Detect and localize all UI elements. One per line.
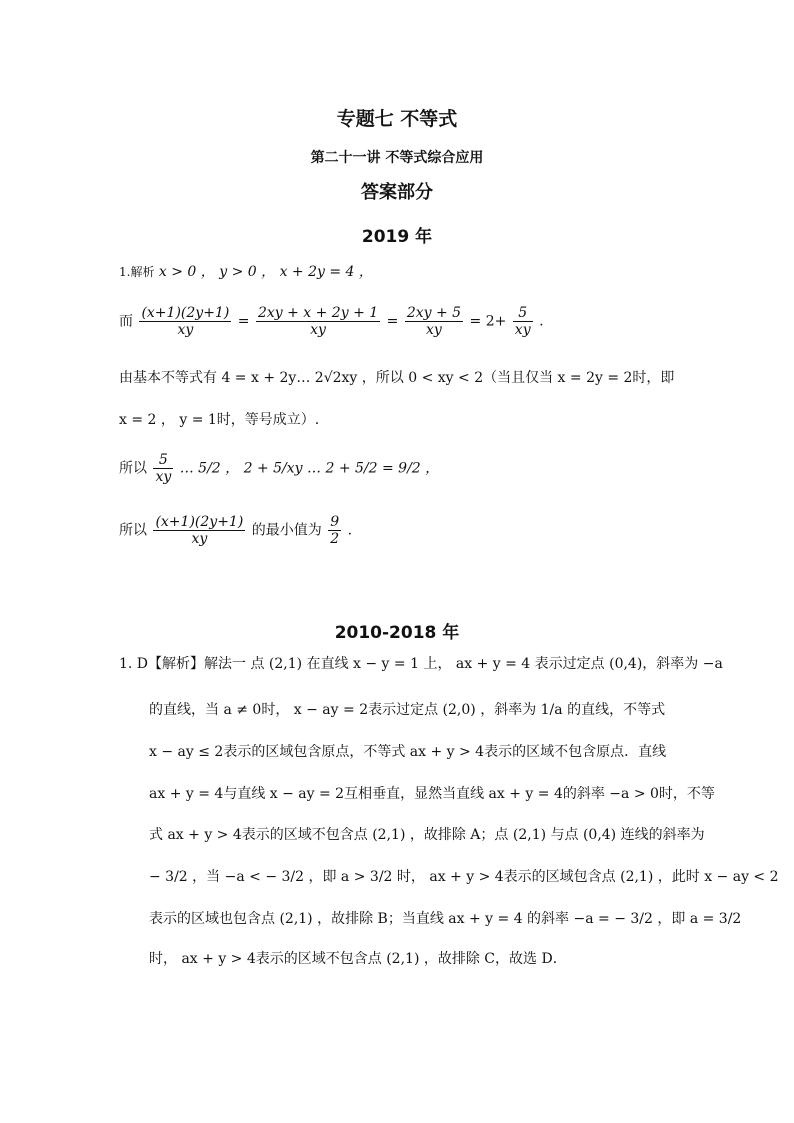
fraction-5 (153, 452, 173, 485)
solution-line-6: − 3/2 ，当 −a < − 3/2 ，即 a > 3/2 时， ax + y > 4表示的区域包含点 (2,1) ，此时 x − ay < 2 (149, 869, 779, 885)
so-line-1 (119, 452, 439, 485)
fraction-1-den: xy (177, 322, 194, 339)
fraction-6 (153, 514, 245, 547)
lecture-title: 第二十一讲 不等式综合应用 (310, 150, 484, 166)
fraction-6-den: xy (191, 531, 208, 548)
so-mid-2: 的最小值为 (251, 522, 322, 539)
and-word: 而 (119, 313, 133, 330)
fraction-4 (513, 305, 533, 338)
fraction-6-num: (x+1)(2y+1) (155, 514, 244, 530)
period-2: . (347, 522, 353, 539)
q1-expansion-line (119, 305, 544, 338)
equality-case-line: x = 2 ， y = 1时，等号成立）. (119, 412, 320, 428)
solution-line-2: 的直线，当 a ≠ 0时， x − ay = 2表示过定点 (2,0) ，斜率为 1/a 的直线，不等式 (149, 702, 666, 718)
fraction-4-den: xy (514, 322, 531, 339)
answer-heading: 答案部分 (361, 182, 433, 203)
fraction-1-num: (x+1)(2y+1) (141, 305, 230, 321)
topic-title: 专题七 不等式 (336, 108, 458, 130)
basic-inequality-line: 由基本不等式有 4 = x + 2y… 2√2xy ，所以 0 < xy < 2（当且仅当 x = 2y = 2时，即 (119, 370, 675, 386)
equals-2: = (386, 313, 399, 330)
q1-given: x > 0 ， y > 0 ， x + 2y = 4 ， (158, 264, 373, 280)
solution-line-7: 表示的区域也包含点 (2,1) ，故排除 B；当直线 ax + y = 4 的斜率 −a = − 3/2 ，即 a = 3/2 (149, 911, 742, 927)
equals-1: = (237, 313, 250, 330)
fraction-1 (139, 305, 231, 338)
fraction-5-num: 5 (153, 452, 173, 469)
fraction-3 (405, 305, 463, 338)
year-heading-2019: 2019 年 (361, 227, 433, 247)
solution-line-5: 式 ax + y > 4表示的区域不包含点 (2,1) ，故排除 A；点 (2,1) 与点 (0,4) 连线的斜率为 (149, 827, 705, 843)
so-tail-1: … 5/2 ， 2 + 5/xy … 2 + 5/2 = 9/2 ， (179, 460, 440, 477)
equals-3: = (469, 313, 482, 330)
fraction-3-num: 2xy + 5 (406, 305, 462, 321)
period: . (539, 313, 544, 330)
so-prefix-1: 所以 (119, 460, 147, 477)
fraction-5-den: xy (155, 469, 172, 486)
q1-label: 1.解析 (119, 265, 155, 279)
fraction-2 (256, 305, 380, 338)
year-heading-2010-2018: 2010-2018 年 (334, 623, 460, 643)
fraction-7-num: 9 (330, 514, 340, 530)
solution-line-1: 1. D【解析】解法一 点 (2,1) 在直线 x − y = 1 上， ax + y = 4 表示过定点 (0,4)，斜率为 −a (119, 656, 723, 672)
fraction-3-den: xy (426, 322, 442, 339)
fraction-4-num: 5 (513, 305, 533, 322)
so-prefix-2: 所以 (119, 522, 147, 539)
q1-given-line (119, 265, 373, 279)
fraction-2-den: xy (310, 322, 326, 339)
fraction-7-den: 2 (330, 531, 340, 548)
solution-line-8: 时， ax + y > 4表示的区域不包含点 (2,1) ，故排除 C，故选 D． (149, 951, 567, 967)
solution-line-4: ax + y = 4与直线 x − ay = 2互相垂直，显然当直线 ax + y = 4的斜率 −a > 0时，不等 (149, 786, 715, 802)
so-line-2 (119, 514, 352, 547)
solution-line-3: x − ay ≤ 2表示的区域包含原点，不等式 ax + y > 4表示的区域不包含原点．直线 (149, 744, 667, 760)
fraction-7 (328, 514, 341, 547)
fraction-2-num: 2xy + x + 2y + 1 (257, 305, 379, 321)
two-plus: 2+ (485, 313, 507, 330)
